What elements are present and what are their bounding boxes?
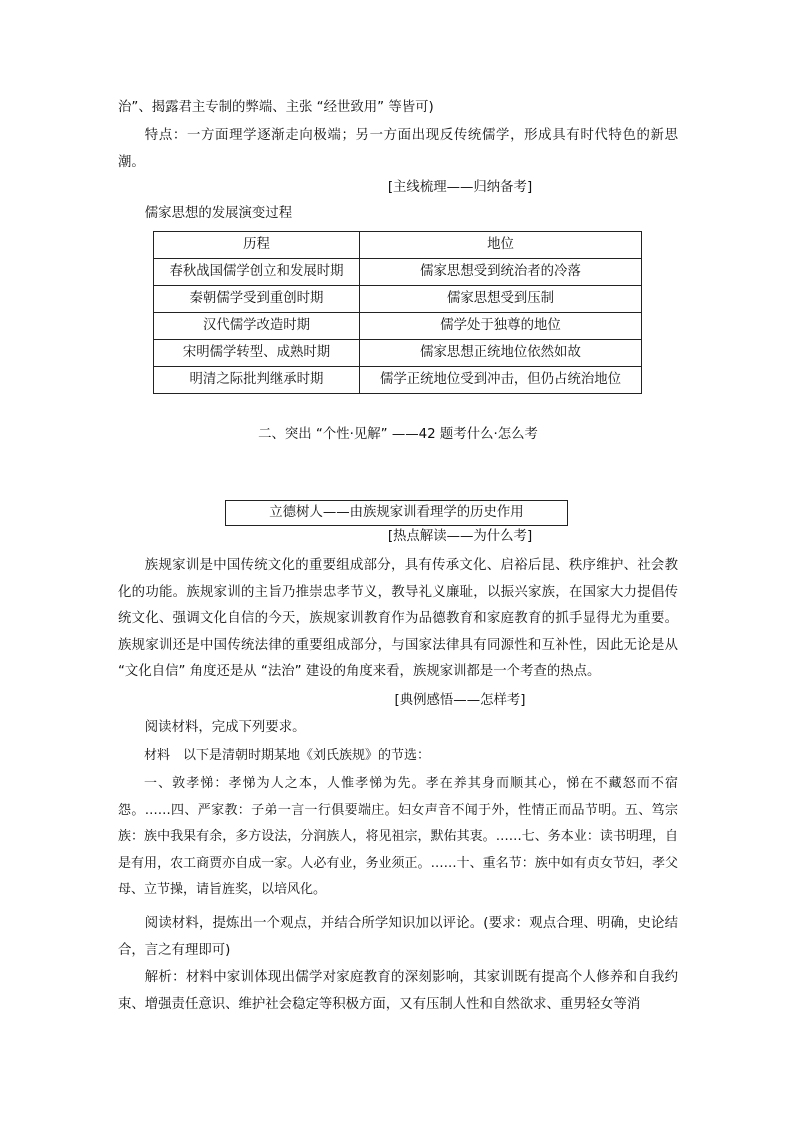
continuation-text: 治”、揭露君主专制的弊端、主张 “经世致用” 等皆可) [118,100,434,115]
topic-box-title: 立德树人——由族规家训看理学的历史作用 [225,500,568,526]
table-cell-period: 秦朝儒学受到重创时期 [154,286,360,313]
question-paragraph: 阅读材料，提炼出一个观点，并结合所学知识加以评论。(要求：观点合理、明确，史论结合，言之有理即可) [118,916,678,958]
instruction-text: 阅读材料，完成下列要求。 [144,720,306,735]
confucian-development-table [153,231,642,394]
hot-topic-heading: [热点解读——为什么考] [387,529,533,544]
table-cell-status: 儒家思想受到统治者的冷落 [360,259,642,286]
table-cell-status: 儒学处于独尊的地位 [360,313,642,340]
table-row [154,313,642,340]
table-cell-status: 儒家思想受到压制 [360,286,642,313]
table-title: 儒家思想的发展演变过程 [144,206,293,221]
table-cell-period: 宋明儒学转型、成熟时期 [154,340,360,367]
table-row [154,259,642,286]
table-row [154,286,642,313]
table-cell-status: 儒学正统地位受到冲击，但仍占统治地位 [360,367,642,394]
example-heading: [典例感悟——怎样考] [394,693,526,708]
table-cell-status: 儒家思想正统地位依然如故 [360,340,642,367]
analysis-paragraph: 解析：材料中家训体现出儒学对家庭教育的深刻影响，其家训既有提高个人修养和自我约束、增强责任意识、维护社会稳定等积极方面，又有压制人性和自然欲求、重男轻女等消 [118,970,678,1012]
section-title: 二、突出 “个性·见解” ——42 题考什么·怎么考 [258,427,538,442]
table-header-row [154,232,642,259]
table-cell-period: 明清之际批判继承时期 [154,367,360,394]
material-intro: 材料 以下是清朝时期某地《刘氏族规》的节选： [144,748,431,763]
table-row [154,340,642,367]
table-cell-period: 春秋战国儒学创立和发展时期 [154,259,360,286]
features-paragraph: 特点：一方面理学逐渐走向极端；另一方面出现反传统儒学，形成具有时代特色的新思潮。 [118,128,678,170]
column-header-period: 历程 [154,232,360,259]
material-paragraph: 一、敦孝悌：孝悌为人之本，人惟孝悌为先。孝在养其身而顺其心，悌在不藏怒而不宿怨。……四、严家教：子弟一言一行俱要端庄。妇女声音不闻于外，性情正而品节明。五、笃宗族：族中我果有余，多方设法，分润族人，将见祖宗，默佑其衷。……七、务本业：读书明理，自是有用，农工商贾亦自成一家。人必有业，务业须正。……十、重名节：族中如有贞女节妇，孝父母、立节操，请旨旌奖，以培风化。 [118,776,678,897]
hot-topic-paragraph: 族规家训是中国传统文化的重要组成部分，具有传承文化、启裕后昆、秩序维护、社会教化的功能。族规家训的主旨乃推崇忠孝节义，教导礼义廉耻，以振兴家族，在国家大力提倡传统文化、强调文化自信的今天，族规家训教育作为品德教育和家庭教育的抓手显得尤为重要。族规家训还是中国传统法律的重要组成部分，与国家法律具有同源性和互补性，因此无论是从 “文化自信” 角度还是从 “法治” 建设的角度来看，族规家训都是一个考查的热点。 [118,558,678,679]
table-row [154,367,642,394]
column-header-status: 地位 [360,232,642,259]
table-cell-period: 汉代儒学改造时期 [154,313,360,340]
review-heading: [主线梳理——归纳备考] [387,180,533,195]
